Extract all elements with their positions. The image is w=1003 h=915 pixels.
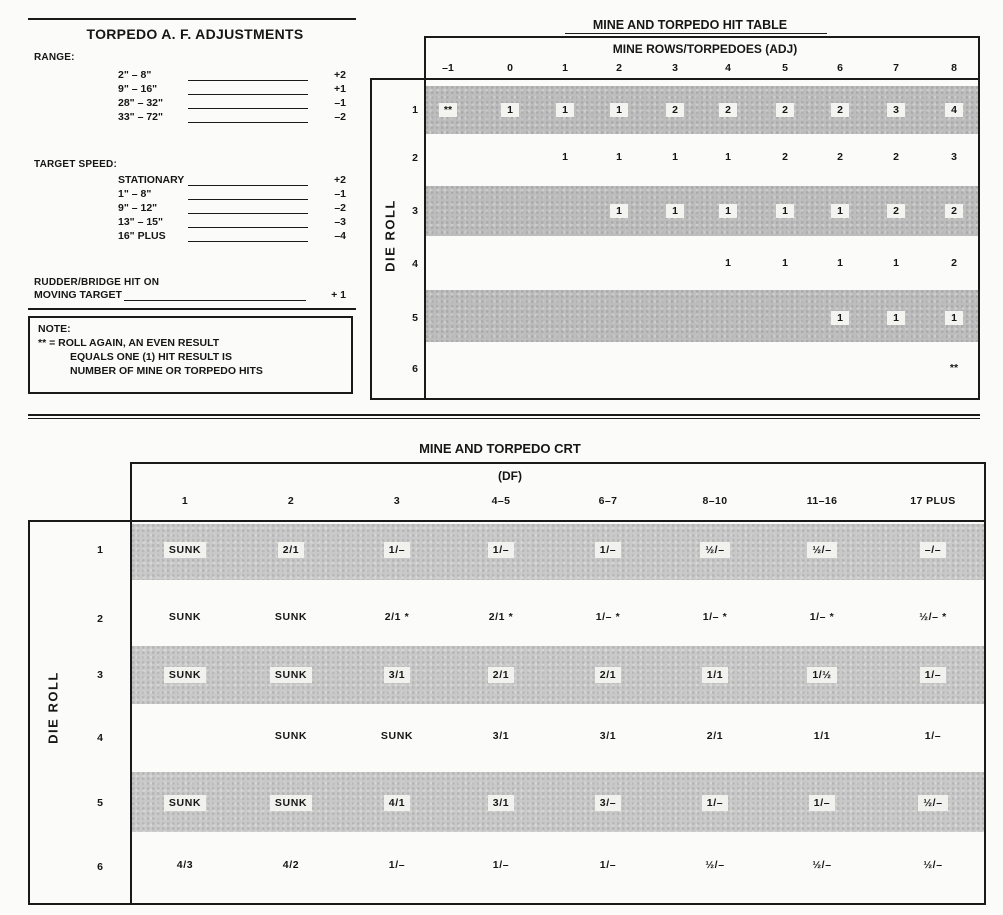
range-value: +1 bbox=[334, 83, 346, 95]
range-row bbox=[118, 111, 346, 125]
leader-line bbox=[188, 94, 308, 95]
crt-cell-value: 2/1 bbox=[706, 730, 724, 742]
crt-cell-value: 4/2 bbox=[282, 859, 300, 871]
hit-cell bbox=[820, 311, 860, 325]
section-separator-thin bbox=[28, 418, 980, 419]
hit-cell bbox=[934, 257, 974, 269]
hit-cell-value: 1 bbox=[782, 257, 788, 269]
hit-row-roll: 2 bbox=[412, 152, 418, 164]
crt-cell bbox=[883, 730, 983, 742]
hit-cell-value: 1 bbox=[719, 204, 737, 218]
note-box bbox=[28, 316, 353, 394]
crt-cell bbox=[558, 667, 658, 683]
crt-cell bbox=[135, 795, 235, 811]
crt-cell bbox=[241, 795, 341, 811]
hit-cell bbox=[934, 204, 974, 218]
crt-row-roll: 1 bbox=[97, 544, 103, 556]
hit-cell-value: 1 bbox=[887, 311, 905, 325]
crt-cell bbox=[241, 542, 341, 558]
hit-table-title: MINE AND TORPEDO HIT TABLE bbox=[592, 18, 788, 32]
speed-row bbox=[118, 174, 346, 188]
hit-cell bbox=[934, 362, 974, 374]
crt-cell-value: 2/1 bbox=[278, 542, 304, 558]
crt-cell bbox=[451, 795, 551, 811]
speed-label: 1" – 8" bbox=[118, 188, 152, 200]
rudder-label-line1: RUDDER/BRIDGE HIT ON bbox=[34, 277, 160, 288]
hit-table-die-roll-label: DIE ROLL bbox=[382, 199, 398, 272]
hit-cell bbox=[876, 204, 916, 218]
hit-cell bbox=[934, 151, 974, 163]
rudder-label-line2: MOVING TARGET bbox=[34, 289, 122, 301]
hit-cell bbox=[820, 151, 860, 163]
rudder-value: + 1 bbox=[331, 289, 346, 301]
crt-cell bbox=[772, 795, 872, 811]
crt-col-header: 11–16 bbox=[806, 495, 838, 507]
crt-col-header: 8–10 bbox=[702, 495, 728, 507]
crt-cell-value: SUNK bbox=[164, 795, 206, 811]
crt-row-roll: 6 bbox=[97, 861, 103, 873]
hit-row-roll: 6 bbox=[412, 363, 418, 375]
hit-cell-value: 2 bbox=[719, 103, 737, 117]
speed-value: –3 bbox=[334, 216, 346, 228]
crt-cell-value: SUNK bbox=[274, 730, 308, 742]
hit-cell-value: 1 bbox=[616, 151, 622, 163]
crt-title: MINE AND TORPEDO CRT bbox=[419, 441, 581, 456]
crt-cell-value: SUNK bbox=[164, 542, 206, 558]
crt-cell bbox=[772, 667, 872, 683]
crt-cell-value: ½/– bbox=[807, 542, 836, 558]
af-title: TORPEDO A. F. ADJUSTMENTS bbox=[86, 26, 304, 42]
crt-cell-value: SUNK bbox=[274, 611, 308, 623]
hit-cell-value: 1 bbox=[610, 204, 628, 218]
hit-cell-value: 1 bbox=[562, 151, 568, 163]
crt-cell bbox=[883, 667, 983, 683]
crt-cell-value: 1/– bbox=[488, 542, 514, 558]
crt-cell-value: 4/1 bbox=[384, 795, 410, 811]
leader-line bbox=[188, 108, 308, 109]
crt-cell-value: 1/– bbox=[809, 795, 835, 811]
crt-cell-value: 1/– bbox=[492, 859, 510, 871]
hit-cell bbox=[820, 204, 860, 218]
hit-cell-value: 1 bbox=[831, 311, 849, 325]
crt-cell bbox=[241, 667, 341, 683]
crt-cell-value: ½/– bbox=[705, 859, 725, 871]
hit-cell-value: 2 bbox=[893, 151, 899, 163]
hit-cell-value: 4 bbox=[945, 103, 963, 117]
crt-cell-value: 1/– * bbox=[702, 611, 728, 623]
crt-cell-value: SUNK bbox=[168, 611, 202, 623]
crt-cell bbox=[665, 611, 765, 623]
speed-value: –4 bbox=[334, 230, 346, 242]
crt-cell bbox=[772, 611, 872, 623]
hit-col-header: 7 bbox=[893, 62, 899, 74]
crt-cell-value: ½/– bbox=[923, 859, 943, 871]
crt-cell bbox=[347, 795, 447, 811]
hit-col-header: 3 bbox=[672, 62, 678, 74]
hit-cell-value: 1 bbox=[666, 204, 684, 218]
crt-cell-value: 3/1 bbox=[492, 730, 510, 742]
crt-cell bbox=[347, 667, 447, 683]
hit-cell bbox=[655, 151, 695, 163]
crt-cell-value: 1/– * bbox=[595, 611, 621, 623]
leader-line bbox=[188, 241, 308, 242]
hit-cell-value: 3 bbox=[951, 151, 957, 163]
crt-cell bbox=[558, 611, 658, 623]
hit-cell bbox=[876, 103, 916, 117]
crt-cell-value: 2/1 * bbox=[488, 611, 514, 623]
hit-cell-value: 1 bbox=[945, 311, 963, 325]
leader-line bbox=[124, 300, 306, 301]
crt-cell-value: ½/– * bbox=[919, 611, 947, 623]
crt-cell bbox=[558, 542, 658, 558]
crt-cell bbox=[241, 611, 341, 623]
hit-cell bbox=[876, 311, 916, 325]
crt-cell bbox=[135, 859, 235, 871]
section-separator bbox=[28, 414, 980, 416]
rudder-row bbox=[34, 289, 346, 303]
hit-cell-value: 1 bbox=[501, 103, 519, 117]
crt-cell-value: 3/1 bbox=[384, 667, 410, 683]
hit-cell-value: 3 bbox=[887, 103, 905, 117]
crt-cell bbox=[451, 859, 551, 871]
crt-cell-value: SUNK bbox=[164, 667, 206, 683]
hit-cell bbox=[708, 204, 748, 218]
leader-line bbox=[188, 199, 308, 200]
crt-cell bbox=[665, 667, 765, 683]
hit-cell-value: 1 bbox=[893, 257, 899, 269]
af-bottom-rule bbox=[28, 308, 356, 310]
hit-cell bbox=[934, 103, 974, 117]
hit-cell bbox=[708, 151, 748, 163]
range-label: 28" – 32" bbox=[118, 97, 163, 109]
note-line-2: EQUALS ONE (1) HIT RESULT IS bbox=[70, 351, 232, 363]
range-row bbox=[118, 69, 346, 83]
crt-cell-value: 3/1 bbox=[599, 730, 617, 742]
note-line-1: ** = ROLL AGAIN, AN EVEN RESULT bbox=[38, 337, 220, 349]
crt-cell-value: SUNK bbox=[380, 730, 414, 742]
crt-cell-value: 1/– * bbox=[809, 611, 835, 623]
hit-cell-value: 1 bbox=[672, 151, 678, 163]
crt-row-roll: 5 bbox=[97, 797, 103, 809]
speed-label: 13" – 15" bbox=[118, 216, 163, 228]
hit-cell-value: 2 bbox=[776, 103, 794, 117]
crt-cell-value: –/– bbox=[920, 542, 946, 558]
crt-header: (DF) bbox=[498, 469, 522, 483]
crt-cell bbox=[665, 730, 765, 742]
hit-col-header: 0 bbox=[507, 62, 513, 74]
hit-col-header: 6 bbox=[837, 62, 843, 74]
hit-cell-value: ** bbox=[439, 103, 457, 117]
crt-cell bbox=[347, 542, 447, 558]
leader-line bbox=[188, 185, 308, 186]
crt-cell-value: 1/½ bbox=[807, 667, 836, 683]
crt-cell bbox=[883, 859, 983, 871]
hit-cell-value: 2 bbox=[666, 103, 684, 117]
range-row bbox=[118, 83, 346, 97]
crt-col-header: 6–7 bbox=[598, 495, 618, 507]
crt-cell-value: 2/1 bbox=[595, 667, 621, 683]
hit-cell bbox=[545, 151, 585, 163]
hit-cell bbox=[820, 257, 860, 269]
crt-cell bbox=[665, 859, 765, 871]
hit-row-roll: 3 bbox=[412, 205, 418, 217]
crt-cell bbox=[451, 730, 551, 742]
crt-col-header: 2 bbox=[287, 495, 295, 507]
range-label: RANGE: bbox=[34, 52, 75, 63]
leader-line bbox=[188, 227, 308, 228]
crt-cell bbox=[883, 611, 983, 623]
note-line-3: NUMBER OF MINE OR TORPEDO HITS bbox=[70, 365, 263, 377]
crt-cell bbox=[665, 542, 765, 558]
crt-cell-value: 1/– bbox=[599, 859, 617, 871]
crt-col-header: 1 bbox=[181, 495, 189, 507]
hit-cell bbox=[765, 204, 805, 218]
hit-cell bbox=[820, 103, 860, 117]
hit-col-header: 5 bbox=[782, 62, 788, 74]
hit-cell-value: 2 bbox=[945, 204, 963, 218]
hit-row-roll: 4 bbox=[412, 258, 418, 270]
crt-cell bbox=[347, 730, 447, 742]
crt-cell-value: 4/3 bbox=[176, 859, 194, 871]
crt-cell bbox=[241, 859, 341, 871]
hit-cell bbox=[765, 257, 805, 269]
hit-cell bbox=[490, 103, 530, 117]
crt-cell-value: 1/– bbox=[388, 859, 406, 871]
crt-cell bbox=[135, 611, 235, 623]
crt-cell bbox=[135, 542, 235, 558]
crt-cell bbox=[772, 542, 872, 558]
range-value: –1 bbox=[334, 97, 346, 109]
hit-cell-value: 1 bbox=[556, 103, 574, 117]
leader-line bbox=[188, 213, 308, 214]
crt-cell-value: 1/– bbox=[702, 795, 728, 811]
hit-cell-value: 1 bbox=[837, 257, 843, 269]
crt-cell bbox=[451, 667, 551, 683]
hit-cell-value: 2 bbox=[782, 151, 788, 163]
crt-cell bbox=[883, 795, 983, 811]
range-value: –2 bbox=[334, 111, 346, 123]
crt-cell bbox=[241, 730, 341, 742]
crt-cell-value: 1/1 bbox=[813, 730, 831, 742]
hit-cell-value: 2 bbox=[837, 151, 843, 163]
crt-cell bbox=[135, 667, 235, 683]
hit-cell bbox=[545, 103, 585, 117]
crt-cell-value: 2/1 * bbox=[384, 611, 410, 623]
speed-row bbox=[118, 202, 346, 216]
speed-label: 9" – 12" bbox=[118, 202, 158, 214]
hit-col-header: 4 bbox=[725, 62, 731, 74]
speed-row bbox=[118, 216, 346, 230]
hit-cell-value: 1 bbox=[610, 103, 628, 117]
hit-cell bbox=[708, 103, 748, 117]
crt-cell-value: 2/1 bbox=[488, 667, 514, 683]
hit-cell bbox=[599, 103, 639, 117]
crt-cell-value: 1/– bbox=[920, 667, 946, 683]
hit-cell bbox=[876, 257, 916, 269]
range-label: 33" – 72" bbox=[118, 111, 163, 123]
range-label: 9" – 16" bbox=[118, 83, 158, 95]
range-value: +2 bbox=[334, 69, 346, 81]
speed-label: STATIONARY bbox=[118, 174, 185, 186]
leader-line bbox=[188, 80, 308, 81]
crt-cell-value: SUNK bbox=[270, 795, 312, 811]
hit-cell bbox=[934, 311, 974, 325]
hit-col-header: 2 bbox=[616, 62, 622, 74]
note-heading: NOTE: bbox=[38, 323, 71, 335]
hit-cell bbox=[599, 204, 639, 218]
crt-die-roll-label: DIE ROLL bbox=[45, 671, 61, 744]
hit-cell bbox=[655, 204, 695, 218]
hit-row-roll: 1 bbox=[412, 104, 418, 116]
speed-value: –2 bbox=[334, 202, 346, 214]
hit-cell bbox=[708, 257, 748, 269]
speed-row bbox=[118, 188, 346, 202]
crt-cell bbox=[558, 795, 658, 811]
crt-cell bbox=[558, 730, 658, 742]
speed-label: 16" PLUS bbox=[118, 230, 166, 242]
hit-cell bbox=[765, 103, 805, 117]
crt-cell-value: 1/1 bbox=[702, 667, 728, 683]
crt-col-header: 17 PLUS bbox=[910, 495, 956, 507]
speed-value: +2 bbox=[334, 174, 346, 186]
hit-row-roll: 5 bbox=[412, 312, 418, 324]
crt-col-header: 3 bbox=[393, 495, 401, 507]
hit-cell bbox=[655, 103, 695, 117]
hit-cell bbox=[876, 151, 916, 163]
hit-cell-value: 2 bbox=[951, 257, 957, 269]
hit-cell-value: 1 bbox=[831, 204, 849, 218]
crt-cell bbox=[451, 611, 551, 623]
leader-line bbox=[188, 122, 308, 123]
crt-row-roll: 4 bbox=[97, 732, 103, 744]
hit-cell-value: 2 bbox=[887, 204, 905, 218]
hit-title-underline bbox=[565, 33, 827, 34]
target-speed-label: TARGET SPEED: bbox=[34, 159, 117, 170]
crt-cell-value: ½/– bbox=[918, 795, 947, 811]
crt-cell-value: SUNK bbox=[270, 667, 312, 683]
crt-cell bbox=[347, 611, 447, 623]
crt-row-roll: 2 bbox=[97, 613, 103, 625]
crt-cell-value: ½/– bbox=[812, 859, 832, 871]
crt-cell bbox=[772, 730, 872, 742]
hit-cell bbox=[428, 103, 468, 117]
crt-cell-value: 1/– bbox=[924, 730, 942, 742]
hit-col-header: –1 bbox=[442, 62, 454, 74]
crt-cell bbox=[451, 542, 551, 558]
hit-col-header: 1 bbox=[562, 62, 568, 74]
crt-cell-value: 1/– bbox=[384, 542, 410, 558]
hit-cell-value: 1 bbox=[776, 204, 794, 218]
hit-cell-value: 1 bbox=[725, 257, 731, 269]
hit-cell-value: 1 bbox=[725, 151, 731, 163]
af-top-rule bbox=[28, 18, 356, 20]
crt-cell-value: 3/1 bbox=[488, 795, 514, 811]
crt-row-roll: 3 bbox=[97, 669, 103, 681]
crt-cell bbox=[772, 859, 872, 871]
crt-col-header: 4–5 bbox=[491, 495, 511, 507]
hit-col-header: 8 bbox=[951, 62, 957, 74]
crt-cell bbox=[883, 542, 983, 558]
crt-cell bbox=[665, 795, 765, 811]
speed-row bbox=[118, 230, 346, 244]
hit-cell-value: ** bbox=[949, 362, 959, 374]
range-row bbox=[118, 97, 346, 111]
hit-cell-value: 2 bbox=[831, 103, 849, 117]
speed-value: –1 bbox=[334, 188, 346, 200]
crt-cell bbox=[558, 859, 658, 871]
hit-table-header: MINE ROWS/TORPEDOES (ADJ) bbox=[612, 42, 798, 56]
crt-cell bbox=[347, 859, 447, 871]
hit-cell bbox=[765, 151, 805, 163]
crt-cell-value: 1/– bbox=[595, 542, 621, 558]
crt-cell-value: ½/– bbox=[700, 542, 729, 558]
range-label: 2" – 8" bbox=[118, 69, 152, 81]
hit-cell bbox=[599, 151, 639, 163]
crt-cell-value: 3/– bbox=[595, 795, 621, 811]
